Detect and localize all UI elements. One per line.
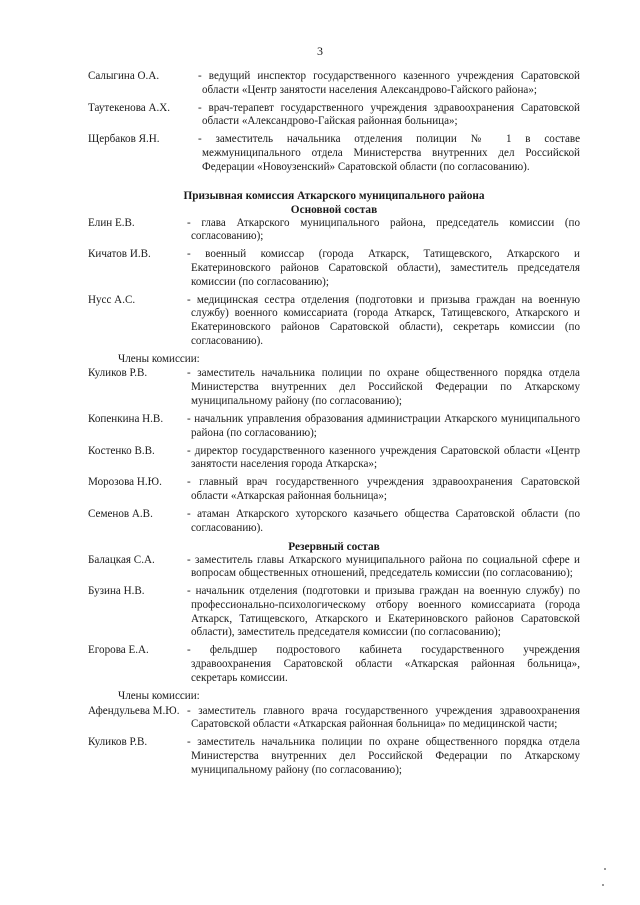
- member-description: - военный комиссар (города Аткарск, Татищевского, Аткарского и Екатериновского районов Саратовской области), заместитель председателя комиссии (по согласованию);: [187, 248, 580, 288]
- member-entry: [88, 554, 580, 581]
- member-name: Афендульева М.Ю.: [88, 704, 180, 717]
- member-entry: [88, 248, 580, 289]
- member-entry: [88, 70, 580, 97]
- main-composition-leaders: [88, 217, 580, 349]
- member-entry: [88, 508, 580, 535]
- member-entry: [88, 102, 580, 129]
- member-description: - заместитель начальника отделения полиции № 1 в составе межмуниципального отдела Министерства внутренних дел Российской Федерации «Новоузенский» Саратовской области (по согласованию).: [198, 133, 580, 173]
- member-entry: [88, 476, 580, 503]
- member-name: Семенов А.В.: [88, 507, 153, 520]
- member-entry: [88, 644, 580, 685]
- member-name: Куликов Р.В.: [88, 736, 148, 749]
- member-description: - фельдшер подростового кабинета государственного учреждения здравоохранения Саратовской области «Аткарская районная больница», секретарь комиссии.: [187, 644, 580, 684]
- member-entry: [88, 367, 580, 408]
- document-body: [88, 70, 580, 782]
- member-description: - атаман Аткарского хуторского казачьего общества Саратовской области (по согласованию).: [187, 507, 580, 534]
- member-entry: [88, 217, 580, 244]
- commission-title: Призывная комиссия Аткарского муниципального района: [183, 189, 485, 202]
- member-name: Нусс А.С.: [88, 293, 136, 306]
- member-description: - начальник отделения (подготовки и призыва граждан на военную службу) по профессионально-психологическому отбору военного комиссариата (города Аткарск, Татищевского, Аткарского и Екатериновского районов Саратовской области), заместитель председателя комиссии (по согласованию);: [187, 585, 580, 639]
- member-description: - заместитель главного врача государственного учреждения здравоохранения Саратовской области «Аткарская районная больница» по медицинской части;: [187, 704, 580, 731]
- member-name: Егорова Е.А.: [88, 644, 149, 657]
- member-description: - заместитель начальника полиции по охране общественного порядка отдела Министерства внутренних дел Российской Федерации по Аткарскому муниципальному району (по согласованию);: [187, 367, 580, 407]
- member-name: Костенко В.В.: [88, 444, 155, 457]
- member-description: - медицинская сестра отделения (подготовки и призыва граждан на военную службу) военного комиссариата (города Аткарск, Татищевского, Аткарского и Екатериновского районов Саратовской области), секретарь комиссии (по согласованию).: [187, 293, 580, 347]
- member-name: Елин Е.В.: [88, 216, 135, 229]
- page-number: 3: [317, 44, 323, 58]
- member-name: Куликов Р.В.: [88, 367, 148, 380]
- member-name: Копенкина Н.В.: [88, 412, 164, 425]
- scan-speck: [604, 868, 606, 870]
- members-label: Члены комиссии:: [118, 352, 200, 365]
- member-name: Кичатов И.В.: [88, 248, 151, 261]
- member-description: - директор государственного казенного учреждения Саратовской области «Центр занятости населения города Аткарска»;: [187, 444, 580, 471]
- member-name: Салыгина О.А.: [88, 70, 160, 82]
- member-description: - заместитель начальника полиции по охране общественного порядка отдела Министерства внутренних дел Российской Федерации по Аткарскому муниципальному району (по согласованию);: [187, 736, 580, 776]
- reserve-composition-leaders: [88, 554, 580, 686]
- member-entry: [88, 445, 580, 472]
- members-label: Члены комиссии:: [118, 689, 200, 702]
- scan-speck: [602, 884, 604, 886]
- main-composition-title: Основной состав: [290, 203, 378, 216]
- main-composition-members: [88, 367, 580, 535]
- reserve-composition-title: Резервный состав: [288, 540, 380, 553]
- member-description: - глава Аткарского муниципального района, председатель комиссии (по согласованию);: [187, 216, 580, 243]
- reserve-composition-members: [88, 705, 580, 778]
- member-entry: [88, 585, 580, 640]
- member-entry: [88, 705, 580, 732]
- previous-commission-members: [88, 70, 580, 175]
- member-entry: [88, 133, 580, 174]
- member-name: Балацкая С.А.: [88, 553, 155, 566]
- member-entry: [88, 413, 580, 440]
- member-name: Бузина Н.В.: [88, 585, 145, 598]
- member-name: Таутекенова А.Х.: [88, 101, 171, 114]
- member-name: Морозова Н.Ю.: [88, 476, 162, 489]
- member-description: - главный врач государственного учреждения здравоохранения Саратовской области «Аткарская районная больница»;: [187, 476, 580, 502]
- member-entry: [88, 736, 580, 777]
- member-description: - врач-терапевт государственного учреждения здравоохранения Саратовской области «Александрово-Гайская районная больница»;: [198, 101, 580, 128]
- member-description: - заместитель главы Аткарского муниципального района по социальной сфере и вопросам общественных отношений, председатель комиссии (по согласованию);: [187, 553, 580, 580]
- member-name: Щербаков Я.Н.: [88, 133, 160, 146]
- member-description: - ведущий инспектор государственного казенного учреждения Саратовской области «Центр занятости населения Александрово-Гайского района»;: [198, 70, 580, 96]
- member-description: - начальник управления образования администрации Аткарского муниципального района (по согласованию);: [187, 412, 580, 439]
- member-entry: [88, 294, 580, 349]
